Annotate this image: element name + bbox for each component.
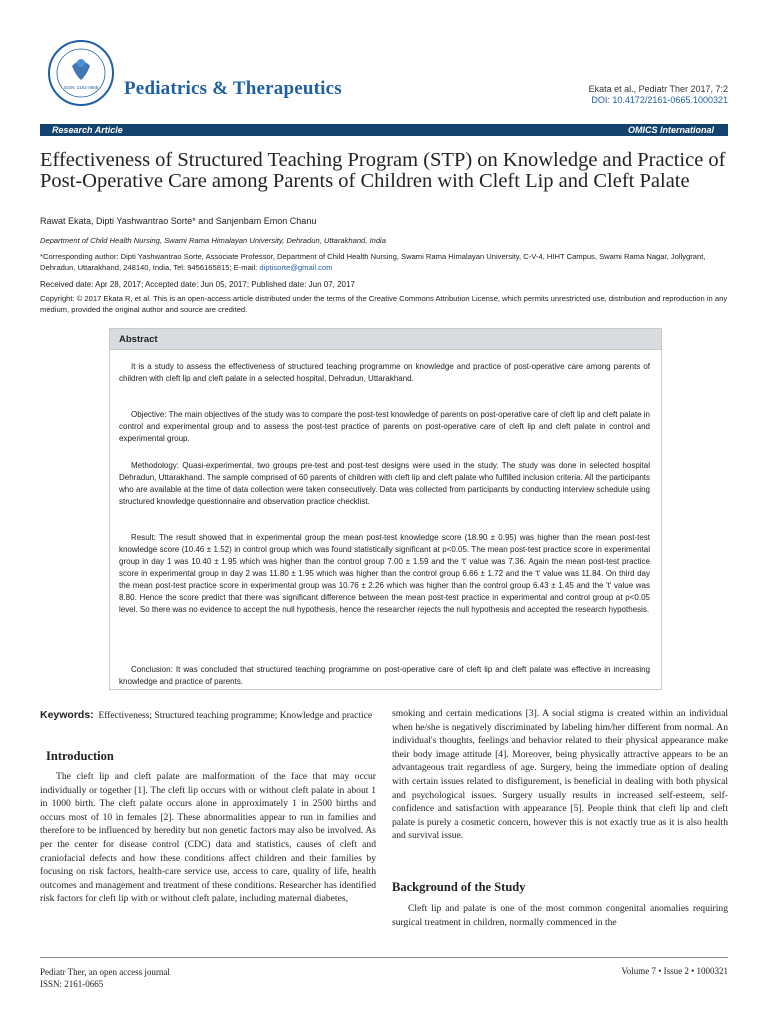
copyright: Copyright: © 2017 Ekata R, et al. This is an open-access article distributed under the terms of the Creative Commons Attribution License, which permits unrestricted use, distribution and reproduction in any medium, provided the original author and source are credited. [40,294,728,314]
abstract-paragraph: It is a study to assess the effectiveness of structured teaching programme on knowledge and practice of post-operative care among parents of children with cleft lip and cleft palate in a selected hospital, Dehradun, Uttarakhand. [119,362,650,383]
right-column-text: smoking and certain medications [3]. A social stigma is created within an individual when he/she is negatively discriminated by labeling him/her different from normal. An individual's thoughts, feelings and behavior related to their physical appearance make their body image attitude [4]. Moreover, being physically attractive appears to be an advantageous trait regardless of age. Surgery, being the immediate option of dealing with certain issues related to disfigurement, is beneficial in dealing with both physical and psychological issues. Surgery usually results in increased self-esteem, self-confidence and satisfaction with appearance [5]. People think that cleft lip and cleft palate is purely a cosmetic concern, however this is not exactly true as it is also health and survival issue. [392,708,728,842]
authors: Rawat Ekata, Dipti Yashwantrao Sorte* and Sanjenbam Emon Chanu [40,216,317,226]
abstract-box [109,328,662,690]
citation-block [589,84,728,106]
footer-issn: ISSN: 2161-0665 [40,979,104,989]
abstract-heading: Abstract [119,334,158,345]
journal-logo [46,38,116,108]
footer-volume: Volume 7 • Issue 2 • 1000321 [621,966,728,976]
background-heading: Background of the Study [392,880,526,894]
logo-issn: ISSN: 2161-0665 [63,85,99,90]
publisher: OMICS International [627,125,714,135]
email-link[interactable]: diptisorte@gmail.com [259,263,333,272]
article-type: Research Article [52,125,123,135]
abstract-header [110,329,661,350]
introduction-heading: Introduction [46,749,114,763]
journal-title[interactable]: Pediatrics & Therapeutics [124,78,342,99]
keywords-label: Keywords: [40,709,94,721]
introduction-text: The cleft lip and cleft palate are malformation of the face that may occur individually or together [1]. The cleft lip occurs with or without cleft palate in about 1 in 1000 birth. The cleft palate occurs alone in approximately 1 in 2500 births and occurs most of 10 in females [2]. These abnormalities appear to run in families and therefore to be influenced by heredity but non genetic factors may also be involved. As per the center for disease control (CDC) data and statistics, causes of cleft and craniofacial defects and how these conditions affect children and their families by focusing on risk factors, health-care service use, access to care, quality of life, health outcomes and management and treatment of these conditions. Researcher has identified risk factors for cleft lip with or without cleft palate, including maternal diabetes, [40,771,376,905]
footer-divider [40,957,728,958]
affiliation: Department of Child Health Nursing, Swami Rama Himalayan University, Dehradun, Uttarakhand, India [40,236,386,245]
abstract-result: Result: The result showed that in experimental group the mean post-test knowledge score (18.90 ± 0.95) was higher than the mean post-test knowledge score (10.46 ± 1.52) in control group which was found statistically significant at p<0.05. The mean post-test practice score in experimental group in day 1 was 10.40 ± 1.95 which was higher than the control group 7.00 ± 1.59 and the 't' value was 7.36. Again the mean post-test practice score in experimental group in day 2 was 11.80 ± 1.95 which was higher than the control group 6.66 ± 1.72 and the 't' value was 11.84. On third day the mean post-test practice score in experimental group was 10.76 ± 2.26 which was higher than the control group 6.43 ± 1.45 and the 't' value was 8.80. Hence the score predict that there was significant difference between the mean post-test practice in experimental and control group at p<0.05 level. So there was no evidence to accept the null hypothesis, hence the researcher rejects the null hypothesis and accepted the research hypothesis. [119,533,650,614]
article-type-bar [40,124,728,136]
abstract-objective: Objective: The main objectives of the study was to compare the post-test knowledge of parents on post-operative care of cleft lip and cleft palate in control and experimental group and to assess the post-test practice of parents on post-operative care of cleft lip and cleft palate in control and experimental group. [119,410,650,443]
footer-journal: Pediatr Ther, an open access journal [40,967,170,977]
keywords-text: Effectiveness; Structured teaching programme; Knowledge and practice [98,711,373,721]
background-text: Cleft lip and palate is one of the most common congenital anomalies requiring surgical treatment in children, normally commenced in the [392,903,728,928]
doi-link[interactable]: DOI: 10.4172/2161-0665.1000321 [591,95,728,105]
abstract-methodology: Methodology: Quasi-experimental, two groups pre-test and post-test designs were used in the study. The study was done in selected hospital Dehradun, Uttarakhand. The sample comprised of 60 parents of children with cleft lip and cleft palate who fulfilled inclusion criteria. All the participants who are available at the time of data collection were taken consecutively. Data was collected from participants by conducting interview schedule using structured knowledge questionnaire and observation practice checklist. [119,461,650,506]
corresponding-author [40,251,730,273]
article-title: Effectiveness of Structured Teaching Program (STP) on Knowledge and Practice of Post-Operative Care among Parents of Children with Cleft Lip and Cleft Palate [40,149,726,192]
citation: Ekata et al., Pediatr Ther 2017, 7:2 [588,84,728,94]
abstract-conclusion: Conclusion: It was concluded that structured teaching programme on post-operative care of cleft lip and cleft palate was effective in increasing knowledge and practice of parents. [119,665,650,686]
dates: Received date: Apr 28, 2017; Accepted date: Jun 05, 2017; Published date: Jun 07, 2017 [40,280,355,289]
corresponding-text: *Corresponding author: Dipti Yashwantrao Sorte, Associate Professor, Department of Child Health Nursing, Swami Rama Himalayan University, C-V-4, HIHT Campus, Swami Rama Nagar, Jollygrant, Dehradun, Uttarakhand, 248140, India, Tel: 9456165815; E-mail: [40,252,706,272]
keywords [40,708,376,724]
footer-journal-info [40,966,170,990]
